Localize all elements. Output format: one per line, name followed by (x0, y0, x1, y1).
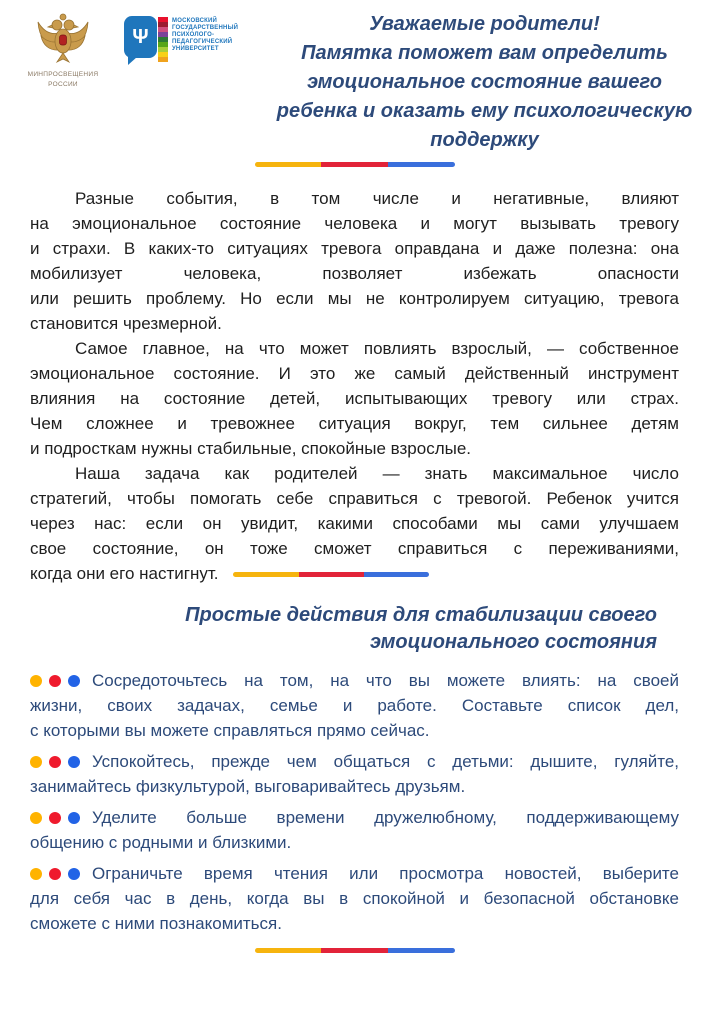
divider-segment-red (299, 572, 364, 577)
ministry-caption-line1: МИНПРОСВЕЩЕНИЯ (27, 71, 99, 78)
page-title (270, 8, 699, 155)
main-content (0, 186, 709, 936)
tricolor-divider-inline (233, 572, 429, 577)
bullet-line: жизни, своих задачах, семье и работе. Составьте список дел, (30, 696, 679, 715)
paragraph-line (30, 561, 679, 586)
bullet-dot-blue-icon (68, 675, 80, 687)
university-logo (124, 12, 238, 89)
ministry-caption-line2: РОССИИ (48, 81, 78, 88)
university-name-line: МОСКОВСКИЙ (172, 18, 218, 24)
bullet-line (30, 668, 679, 693)
bullet-line: общению с родными и близкими. (30, 833, 292, 852)
bullet-line-text: Успокойтесь, прежде чем общаться с детьми: дышите, гуляйте, (92, 752, 679, 771)
list-item (30, 749, 679, 799)
divider-segment-blue (364, 572, 429, 577)
university-name-line: ПЕДАГОГИЧЕСКИЙ (172, 39, 233, 45)
paragraph-line: эмоциональное состояние. И это же самый действенный инструмент (30, 364, 679, 383)
paragraph-line: свое состояние, он тоже сможет справиться с переживаниями, (30, 539, 679, 558)
bullet-line (30, 749, 679, 774)
bullet-dot-blue-icon (68, 756, 80, 768)
divider-segment-yellow (255, 162, 322, 167)
paragraph (30, 336, 679, 461)
title-line: эмоциональное состояние вашего (307, 71, 662, 93)
bullet-dot-red-icon (49, 812, 61, 824)
bullet-line (30, 861, 679, 886)
advice-list (30, 668, 679, 936)
bullet-line: сможете с ними познакомиться. (30, 914, 282, 933)
university-mosaic (158, 16, 168, 62)
bullet-line-text: Сосредоточьтесь на том, на что вы можете влиять: на своей (92, 671, 679, 690)
bullet-line-text: Ограничьте время чтения или просмотра новостей, выберите (92, 864, 679, 883)
psi-speech-bubble-icon (124, 16, 157, 58)
paragraph-line-text: когда они его настигнут. (30, 564, 219, 583)
bullet-dot-red-icon (49, 675, 61, 687)
intro-paragraphs (30, 186, 679, 586)
ministry-logo (18, 12, 108, 89)
paragraph-line: становится чрезмерной. (30, 314, 222, 333)
bullet-dot-yellow-icon (30, 756, 42, 768)
divider-segment-yellow (233, 572, 298, 577)
divider-segment-blue (388, 162, 455, 167)
list-item (30, 861, 679, 936)
bullet-dot-blue-icon (68, 868, 80, 880)
section-heading (30, 602, 679, 656)
tricolor-divider-bottom (255, 948, 455, 953)
paragraph-line: Разные события, в том числе и негативные, влияют (75, 189, 679, 208)
bullet-line-text: Уделите больше времени дружелюбному, поддерживающему (92, 808, 679, 827)
paragraph-line: Чем сложнее и тревожнее ситуация вокруг, тем сильнее детям (30, 414, 679, 433)
bullet-dot-yellow-icon (30, 812, 42, 824)
divider-segment-blue (388, 948, 455, 953)
paragraph-line: и страхи. В каких-то ситуациях тревога оправдана и даже полезна: она (30, 239, 679, 258)
double-headed-eagle-icon (32, 51, 94, 68)
bullet-line: для себя час в день, когда вы в спокойной и безопасной обстановке (30, 889, 679, 908)
bullet-dot-blue-icon (68, 812, 80, 824)
section-heading-line: Простые действия для стабилизации своего (185, 604, 657, 626)
divider-segment-red (321, 162, 388, 167)
paragraph-line: Наша задача как родителей — знать максимальное число (75, 464, 679, 483)
title-line: ребенка и оказать ему психологическую (276, 100, 693, 122)
divider-segment-yellow (255, 948, 322, 953)
paragraph-line: влияния на состояние детей, испытывающих тревогу или страх. (30, 389, 679, 408)
bullet-line: занимайтесь физкультурой, выговаривайтесь друзьям. (30, 777, 466, 796)
title-line: Памятка поможет вам определить (301, 42, 668, 64)
paragraph-line: стратегий, чтобы помогать себе справиться с тревогой. Ребенок учится (30, 489, 679, 508)
university-name-line: УНИВЕРСИТЕТ (172, 46, 219, 52)
title-line: поддержку (430, 129, 539, 151)
mosaic-square (158, 57, 168, 62)
header (0, 0, 709, 155)
bullet-line: с которыми вы можете справляться прямо сейчас. (30, 721, 430, 740)
paragraph-line: и подросткам нужны стабильные, спокойные взрослые. (30, 439, 472, 458)
section-heading-line: эмоционального состояния (370, 631, 657, 653)
list-item (30, 805, 679, 855)
university-name-line: ГОСУДАРСТВЕННЫЙ (172, 25, 239, 31)
logo-row (18, 8, 270, 89)
paragraph-line: мобилизует человека, позволяет избежать опасности (30, 264, 679, 283)
divider-segment-red (321, 948, 388, 953)
title-line: Уважаемые родители! (369, 13, 600, 35)
paragraph (30, 186, 679, 336)
university-name-line: ПСИХОЛОГО- (172, 32, 215, 38)
paragraph (30, 461, 679, 586)
paragraph-line: или решить проблему. Но если мы не контролируем ситуацию, тревога (30, 289, 679, 308)
university-name (172, 16, 238, 53)
list-item (30, 668, 679, 743)
paragraph-line: на эмоциональное состояние человека и могут вызывать тревогу (30, 214, 679, 233)
psi-glyph: Ψ (132, 26, 149, 48)
bullet-dot-yellow-icon (30, 868, 42, 880)
bullet-line (30, 805, 679, 830)
bullet-dot-red-icon (49, 756, 61, 768)
bullet-dot-red-icon (49, 868, 61, 880)
tricolor-divider-top (255, 162, 455, 167)
paragraph-line: Самое главное, на что может повлиять взрослый, — собственное (75, 339, 679, 358)
bullet-dot-yellow-icon (30, 675, 42, 687)
paragraph-line: через нас: если он увидит, какими способами мы сами улучшаем (30, 514, 679, 533)
